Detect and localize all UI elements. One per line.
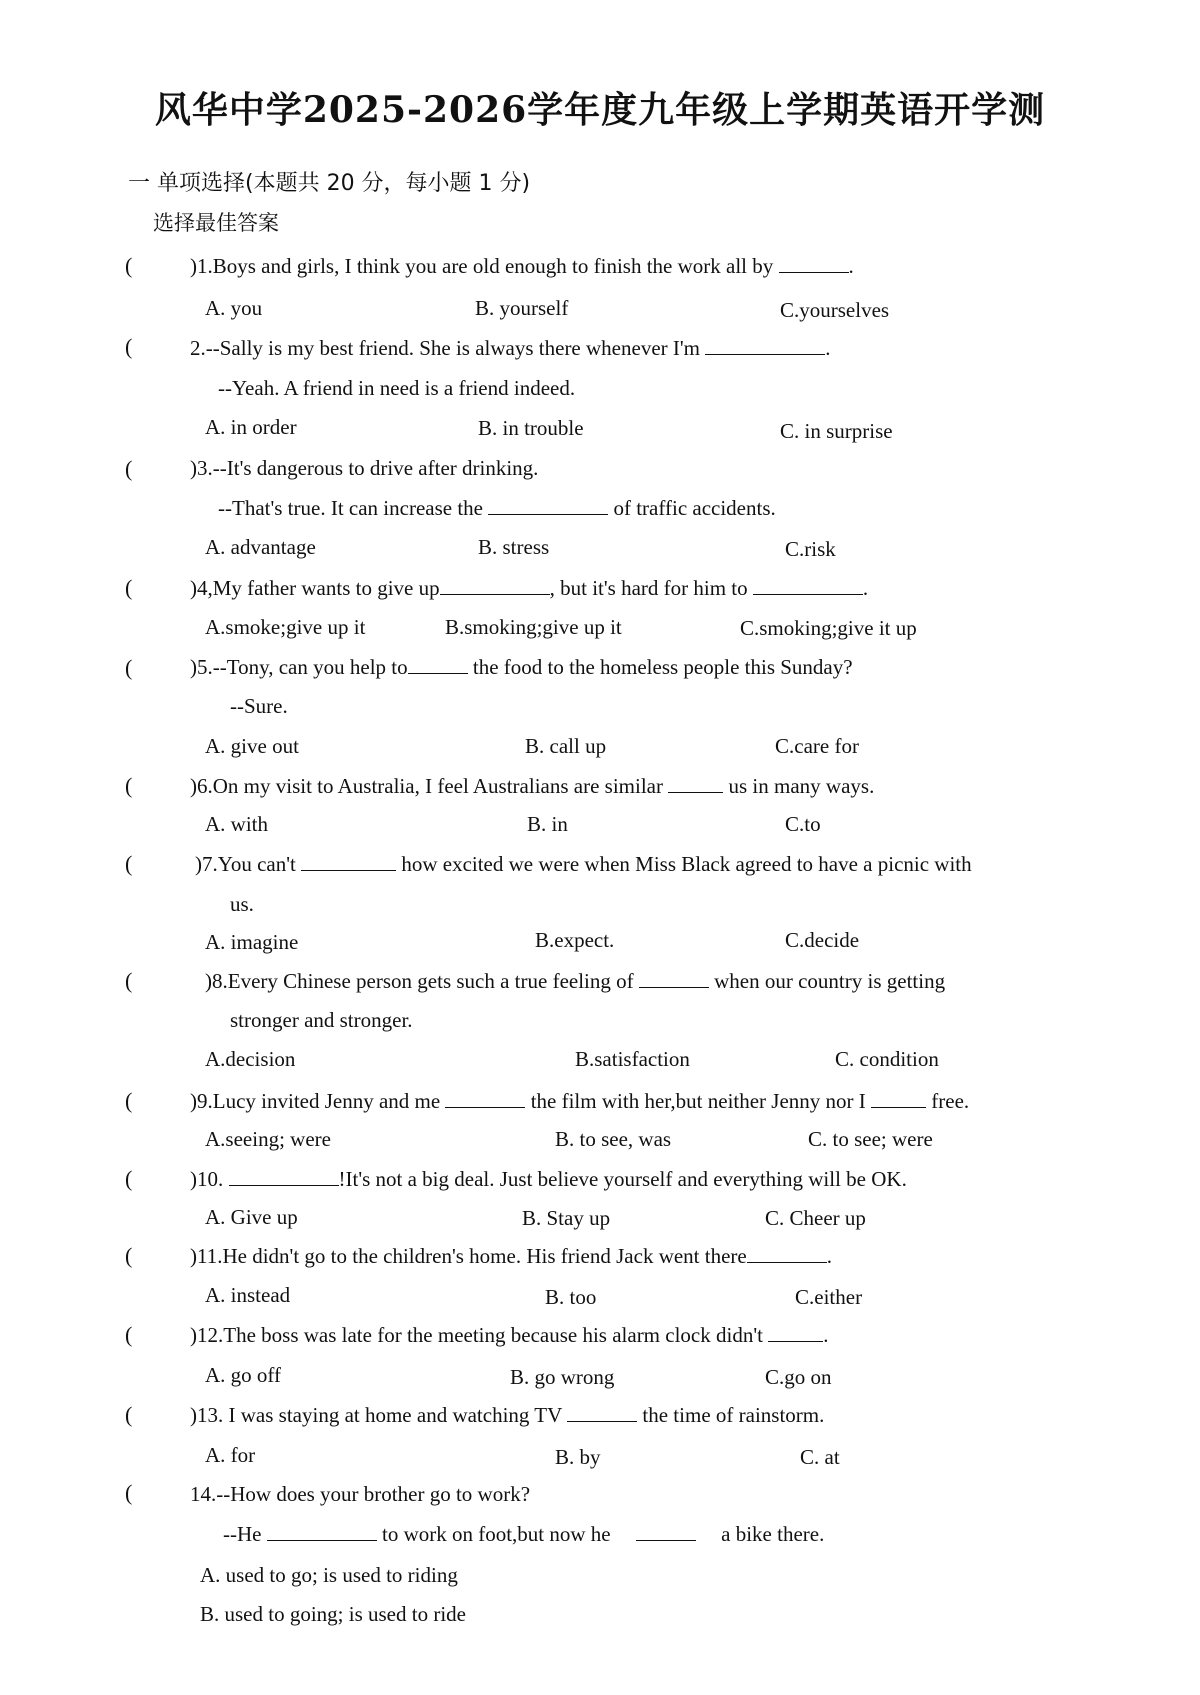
answer-blank	[768, 1323, 823, 1342]
option-c: C.smoking;give it up	[740, 616, 917, 640]
question-3-reply	[218, 496, 776, 521]
answer-paren: (	[125, 1402, 133, 1427]
question-number: )8.	[205, 969, 228, 993]
option-b: B. by	[555, 1445, 601, 1469]
answer-blank	[636, 1522, 696, 1541]
question-text: a bike there.	[721, 1522, 825, 1546]
option-b: B. call up	[525, 734, 607, 758]
option-a: A. you	[205, 296, 263, 320]
question-number: )9.	[190, 1089, 213, 1113]
answer-blank	[747, 1244, 827, 1263]
option-b: B.smoking;give up it	[445, 615, 622, 639]
option-b: B. stress	[478, 535, 550, 559]
option-b: B. too	[545, 1285, 597, 1309]
answer-paren: (	[125, 655, 133, 680]
option-c: C.go on	[765, 1365, 832, 1389]
question-text: !It's not a big deal. Just believe yourself and everything will be OK.	[338, 1167, 907, 1191]
answer-blank	[639, 969, 709, 988]
option-a: A.seeing; were	[205, 1127, 331, 1151]
option-c: C.yourselves	[780, 298, 890, 322]
answer-paren: (	[125, 1480, 133, 1505]
question-8	[205, 969, 945, 994]
option-c: C. at	[800, 1445, 840, 1469]
answer-blank	[488, 496, 608, 515]
question-text: I was staying at home and watching TV	[228, 1403, 562, 1427]
question-text: free.	[931, 1089, 970, 1113]
question-number: )13.	[190, 1403, 224, 1427]
question-text: --Sally is my best friend. She is always there whenever I'm	[205, 336, 700, 360]
answer-blank	[705, 336, 825, 355]
question-text: when our country is getting	[714, 969, 946, 993]
question-14	[190, 1482, 530, 1507]
answer-blank	[567, 1403, 637, 1422]
option-a: A. go off	[205, 1363, 282, 1387]
option-c: C.decide	[785, 928, 860, 952]
answer-paren: (	[125, 575, 133, 600]
question-text: He didn't go to the children's home. His friend Jack went there	[222, 1244, 747, 1268]
question-number: )10.	[190, 1167, 224, 1191]
question-text: .	[862, 576, 869, 600]
question-text: The boss was late for the meeting because his alarm clock didn't	[223, 1323, 763, 1347]
answer-blank	[445, 1089, 525, 1108]
option-a: A. Give up	[205, 1205, 298, 1229]
question-text: --It's dangerous to drive after drinking.	[212, 456, 539, 480]
option-a: A. for	[205, 1443, 256, 1467]
option-b: B.satisfaction	[575, 1047, 690, 1071]
question-number: )7.	[195, 852, 218, 876]
question-9	[190, 1089, 969, 1114]
question-5-reply: --Sure.	[230, 694, 288, 718]
question-text: the film with her,but neither Jenny nor I	[530, 1089, 866, 1113]
question-text: .	[825, 336, 831, 360]
question-text: .	[826, 1244, 832, 1268]
question-text: --How does your brother go to work?	[216, 1482, 531, 1506]
answer-blank	[779, 254, 849, 273]
option-a: A. imagine	[205, 930, 299, 954]
question-text: --He	[223, 1522, 262, 1546]
option-a: A. instead	[205, 1283, 291, 1307]
option-c: C.risk	[785, 537, 836, 561]
answer-blank	[408, 655, 468, 674]
option-b: B. yourself	[475, 296, 569, 320]
option-a: A. with	[205, 812, 268, 836]
answer-paren: (	[125, 253, 133, 278]
answer-paren: (	[125, 1322, 133, 1347]
answer-blank	[753, 576, 863, 595]
question-13	[190, 1403, 824, 1428]
question-text: the time of rainstorm.	[642, 1403, 825, 1427]
answer-paren: (	[125, 968, 133, 993]
option-b: B. in trouble	[478, 416, 584, 440]
question-number: )4,	[190, 576, 213, 600]
question-text: You can't	[217, 852, 296, 876]
option-c: C. to see; were	[808, 1127, 933, 1151]
answer-paren: (	[125, 1166, 133, 1191]
option-b: B. used to going; is used to ride	[200, 1602, 466, 1626]
option-c: C.care for	[775, 734, 859, 758]
answer-paren: (	[125, 456, 133, 481]
question-number: )12.	[190, 1323, 224, 1347]
answer-paren: (	[125, 851, 133, 876]
question-text: us in many ways.	[728, 774, 875, 798]
question-11	[190, 1244, 832, 1269]
answer-paren: (	[125, 773, 133, 798]
question-number: )11.	[190, 1244, 223, 1268]
answer-paren: (	[125, 334, 133, 359]
question-2-reply: --Yeah. A friend in need is a friend indeed.	[218, 376, 576, 400]
answer-paren: (	[125, 1088, 133, 1113]
question-text: of traffic accidents.	[613, 496, 776, 520]
section-heading: 一 单项选择(本题共 20 分，每小题 1 分)	[128, 171, 531, 196]
section-instruction: 选择最佳答案	[153, 211, 279, 235]
answer-blank	[871, 1089, 926, 1108]
question-text: Boys and girls, I think you are old enough to finish the work all by	[212, 254, 774, 278]
question-number: )6.	[190, 774, 213, 798]
option-b: B. to see, was	[555, 1127, 672, 1151]
question-text: Lucy invited Jenny and me	[212, 1089, 441, 1113]
question-text: how excited we were when Miss Black agreed to have a picnic with	[401, 852, 972, 876]
option-a: A. in order	[205, 415, 297, 439]
option-b: B. in	[527, 812, 568, 836]
question-text: My father wants to give up	[212, 576, 440, 600]
option-b: B. Stay up	[522, 1206, 611, 1230]
question-7-cont: us.	[230, 892, 254, 916]
question-12	[190, 1323, 828, 1348]
question-3	[190, 456, 538, 481]
question-text: --Tony, can you help to	[212, 655, 408, 679]
question-text: Every Chinese person gets such a true feeling of	[227, 969, 634, 993]
question-2	[190, 336, 831, 361]
option-c: C. in surprise	[780, 419, 893, 443]
question-text: , but it's hard for him to	[549, 576, 748, 600]
question-text: On my visit to Australia, I feel Australians are similar	[212, 774, 663, 798]
question-7	[195, 852, 972, 877]
question-text: --That's true. It can increase the	[218, 496, 483, 520]
option-a: A.decision	[205, 1047, 296, 1071]
question-1	[190, 254, 854, 279]
question-number: )1.	[190, 254, 213, 278]
option-a: A.smoke;give up it	[205, 615, 366, 639]
question-number: )5.	[190, 655, 213, 679]
question-text: .	[848, 254, 854, 278]
question-text: .	[823, 1323, 829, 1347]
option-c: C.either	[795, 1285, 863, 1309]
question-number: )3.	[190, 456, 213, 480]
question-14-reply	[223, 1522, 824, 1547]
option-c: C. condition	[835, 1047, 939, 1071]
option-c: C. Cheer up	[765, 1206, 866, 1230]
answer-blank	[440, 576, 550, 595]
question-5	[190, 655, 853, 680]
answer-blank	[668, 774, 723, 793]
answer-paren: (	[125, 1243, 133, 1268]
question-number: 14.	[190, 1482, 217, 1506]
option-a: A. used to go; is used to riding	[200, 1563, 458, 1587]
question-text: to work on foot,but now he	[381, 1522, 611, 1546]
option-a: A. give out	[205, 734, 299, 758]
option-b: B.expect.	[535, 928, 615, 952]
question-6	[190, 774, 874, 799]
question-text: the food to the homeless people this Sunday?	[472, 655, 853, 679]
answer-blank	[267, 1522, 377, 1541]
answer-blank	[301, 852, 396, 871]
option-c: C.to	[785, 812, 821, 836]
question-4	[190, 576, 868, 601]
option-a: A. advantage	[205, 535, 316, 559]
option-b: B. go wrong	[510, 1365, 615, 1389]
question-number: 2.	[190, 336, 206, 360]
answer-blank	[229, 1167, 339, 1186]
question-10	[190, 1167, 907, 1192]
question-8-cont: stronger and stronger.	[230, 1008, 413, 1032]
exam-title: 风华中学2025-2026学年度九年级上学期英语开学测	[154, 89, 1046, 131]
